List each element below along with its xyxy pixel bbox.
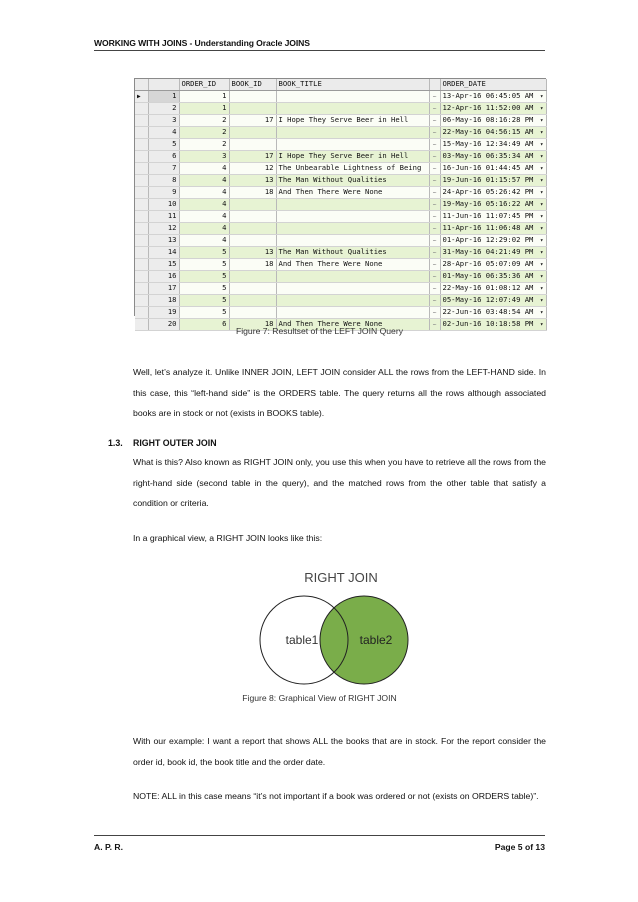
cell-order-date[interactable] bbox=[440, 246, 546, 258]
cell-more-button[interactable]: … bbox=[429, 162, 440, 174]
dropdown-arrow-icon[interactable]: ▾ bbox=[539, 272, 544, 280]
cell-book-title[interactable] bbox=[276, 234, 429, 246]
row-number-header bbox=[148, 79, 179, 90]
dropdown-arrow-icon[interactable]: ▾ bbox=[539, 176, 544, 184]
figure-7-caption: Figure 7: Resultset of the LEFT JOIN Query bbox=[235, 326, 403, 336]
row-number[interactable]: 5 bbox=[148, 138, 179, 150]
cell-more-button[interactable]: … bbox=[429, 126, 440, 138]
cell-book-id[interactable] bbox=[229, 270, 276, 282]
cell-order-date[interactable] bbox=[440, 186, 546, 198]
column-header-book-id[interactable]: BOOK_ID bbox=[229, 79, 276, 90]
row-selector[interactable] bbox=[135, 294, 148, 306]
row-selector[interactable] bbox=[135, 114, 148, 126]
row-number[interactable]: 13 bbox=[148, 234, 179, 246]
footer-divider bbox=[94, 835, 545, 836]
cell-more-button[interactable]: … bbox=[429, 210, 440, 222]
cell-order-id[interactable]: 4 bbox=[179, 174, 229, 186]
footer-author: A. P. R. bbox=[94, 842, 123, 852]
cell-order-id[interactable]: 4 bbox=[179, 210, 229, 222]
cell-more-button[interactable]: … bbox=[429, 318, 440, 330]
row-selector[interactable] bbox=[135, 162, 148, 174]
column-header-spacer bbox=[429, 79, 440, 90]
order-date-text: 03-May-16 06:35:34 AM bbox=[442, 150, 534, 160]
cell-more-button[interactable]: … bbox=[429, 150, 440, 162]
row-number[interactable]: 9 bbox=[148, 186, 179, 198]
paragraph-note: NOTE: ALL in this case means “it’s not important if a book was ordered or not (exists on ORDERS table)”. bbox=[133, 791, 539, 801]
row-number[interactable]: 10 bbox=[148, 198, 179, 210]
cell-book-id[interactable] bbox=[229, 102, 276, 114]
cell-book-id[interactable] bbox=[229, 138, 276, 150]
cell-order-id[interactable]: 5 bbox=[179, 258, 229, 270]
row-number[interactable]: 7 bbox=[148, 162, 179, 174]
table-row[interactable] bbox=[135, 162, 546, 174]
cell-book-id[interactable] bbox=[229, 294, 276, 306]
cell-order-date[interactable] bbox=[440, 162, 546, 174]
cell-order-date[interactable] bbox=[440, 126, 546, 138]
cell-order-date[interactable] bbox=[440, 174, 546, 186]
cell-more-button[interactable]: … bbox=[429, 174, 440, 186]
column-header-order-id[interactable]: ORDER_ID bbox=[179, 79, 229, 90]
cell-book-title[interactable] bbox=[276, 222, 429, 234]
grid-body bbox=[135, 90, 546, 330]
cell-order-date[interactable] bbox=[440, 258, 546, 270]
order-date-text: 31-May-16 04:21:49 PM bbox=[442, 246, 534, 256]
dropdown-arrow-icon[interactable]: ▾ bbox=[539, 308, 544, 316]
order-date-text: 02-Jun-16 10:18:58 PM bbox=[442, 318, 534, 328]
table-row[interactable] bbox=[135, 270, 546, 282]
cell-more-button[interactable]: … bbox=[429, 114, 440, 126]
cell-order-id[interactable]: 2 bbox=[179, 114, 229, 126]
table-row[interactable] bbox=[135, 198, 546, 210]
row-selector[interactable] bbox=[135, 270, 148, 282]
cell-order-id[interactable]: 4 bbox=[179, 162, 229, 174]
cell-order-id[interactable]: 6 bbox=[179, 318, 229, 330]
cell-more-button[interactable]: … bbox=[429, 222, 440, 234]
dropdown-arrow-icon[interactable]: ▾ bbox=[539, 152, 544, 160]
venn-title: RIGHT JOIN bbox=[304, 570, 378, 585]
cell-order-id[interactable]: 4 bbox=[179, 186, 229, 198]
cell-book-title[interactable] bbox=[276, 270, 429, 282]
cell-more-button[interactable]: … bbox=[429, 198, 440, 210]
cell-book-title[interactable] bbox=[276, 282, 429, 294]
cell-more-button[interactable]: … bbox=[429, 90, 440, 102]
cell-order-date[interactable] bbox=[440, 282, 546, 294]
cell-book-id[interactable]: 13 bbox=[229, 174, 276, 186]
row-selector[interactable] bbox=[135, 186, 148, 198]
cell-book-title[interactable] bbox=[276, 198, 429, 210]
row-selector[interactable] bbox=[135, 138, 148, 150]
order-date-text: 05-May-16 12:07:49 AM bbox=[442, 294, 534, 304]
row-selector[interactable] bbox=[135, 306, 148, 318]
order-date-text: 22-May-16 01:08:12 AM bbox=[442, 282, 534, 292]
dropdown-arrow-icon[interactable]: ▾ bbox=[539, 164, 544, 172]
dropdown-arrow-icon[interactable]: ▾ bbox=[539, 224, 544, 232]
cell-order-id[interactable]: 5 bbox=[179, 246, 229, 258]
cell-order-id[interactable]: 5 bbox=[179, 294, 229, 306]
row-selector[interactable] bbox=[135, 258, 148, 270]
cell-book-id[interactable]: 17 bbox=[229, 150, 276, 162]
cell-book-title[interactable] bbox=[276, 126, 429, 138]
cell-order-id[interactable]: 1 bbox=[179, 102, 229, 114]
cell-book-title[interactable]: The Man Without Qualities bbox=[276, 246, 429, 258]
cell-more-button[interactable]: … bbox=[429, 246, 440, 258]
cell-order-date[interactable] bbox=[440, 294, 546, 306]
cell-more-button[interactable]: … bbox=[429, 186, 440, 198]
cell-book-title[interactable] bbox=[276, 138, 429, 150]
paragraph-left-join-analysis: Well, let’s analyze it. Unlike INNER JOIN, LEFT JOIN consider ALL the rows from the LEFT-HAND side. In this case, this “left-hand side” is the ORDERS table. The query returns all the rows although associated books are in stock or not (exists in BOOKS table). bbox=[133, 367, 546, 418]
cell-order-id[interactable]: 1 bbox=[179, 90, 229, 102]
row-selector[interactable] bbox=[135, 198, 148, 210]
cell-order-date[interactable] bbox=[440, 90, 546, 102]
cell-book-id[interactable] bbox=[229, 90, 276, 102]
cell-order-id[interactable]: 4 bbox=[179, 198, 229, 210]
section-number: 1.3. bbox=[108, 438, 123, 448]
row-number[interactable]: 14 bbox=[148, 246, 179, 258]
table-row[interactable] bbox=[135, 90, 546, 102]
order-date-text: 19-May-16 05:16:22 AM bbox=[442, 198, 534, 208]
dropdown-arrow-icon[interactable]: ▾ bbox=[539, 320, 544, 328]
dropdown-arrow-icon[interactable]: ▾ bbox=[539, 200, 544, 208]
row-selector[interactable] bbox=[135, 246, 148, 258]
cell-more-button[interactable]: … bbox=[429, 102, 440, 114]
cell-order-date[interactable] bbox=[440, 234, 546, 246]
table-row[interactable] bbox=[135, 282, 546, 294]
cell-order-id[interactable]: 5 bbox=[179, 282, 229, 294]
dropdown-arrow-icon[interactable]: ▾ bbox=[539, 188, 544, 196]
column-header-book-title[interactable]: BOOK_TITLE bbox=[276, 79, 429, 90]
cell-book-id[interactable]: 17 bbox=[229, 114, 276, 126]
row-selector[interactable] bbox=[135, 150, 148, 162]
row-number[interactable]: 8 bbox=[148, 174, 179, 186]
cell-book-title[interactable]: And Then There Were None bbox=[276, 318, 429, 330]
row-selector[interactable] bbox=[135, 102, 148, 114]
cell-more-button[interactable]: … bbox=[429, 270, 440, 282]
cell-book-title[interactable] bbox=[276, 210, 429, 222]
cell-order-date[interactable] bbox=[440, 138, 546, 150]
row-number[interactable]: 4 bbox=[148, 126, 179, 138]
row-selector[interactable] bbox=[135, 210, 148, 222]
cell-book-title[interactable] bbox=[276, 102, 429, 114]
figure-8-caption: Figure 8: Graphical View of RIGHT JOIN bbox=[242, 693, 397, 703]
cell-book-id[interactable]: 18 bbox=[229, 186, 276, 198]
row-number[interactable]: 16 bbox=[148, 270, 179, 282]
footer-page-number: Page 5 of 13 bbox=[494, 842, 545, 852]
cell-book-title[interactable] bbox=[276, 90, 429, 102]
row-number[interactable]: 15 bbox=[148, 258, 179, 270]
cell-book-id[interactable]: 18 bbox=[229, 258, 276, 270]
order-date-text: 15-May-16 12:34:49 AM bbox=[442, 138, 534, 148]
cell-book-id[interactable] bbox=[229, 126, 276, 138]
row-number[interactable]: 18 bbox=[148, 294, 179, 306]
order-date-text: 12-Apr-16 11:52:00 AM bbox=[442, 102, 534, 112]
row-selector-header bbox=[135, 79, 148, 90]
cell-more-button[interactable]: … bbox=[429, 258, 440, 270]
table-row[interactable] bbox=[135, 150, 546, 162]
cell-order-date[interactable] bbox=[440, 210, 546, 222]
dropdown-arrow-icon[interactable]: ▾ bbox=[539, 92, 544, 100]
dropdown-arrow-icon[interactable]: ▾ bbox=[539, 212, 544, 220]
order-date-text: 22-May-16 04:56:15 AM bbox=[442, 126, 534, 136]
dropdown-arrow-icon[interactable]: ▾ bbox=[539, 116, 544, 124]
cell-book-title[interactable]: And Then There Were None bbox=[276, 186, 429, 198]
cell-book-id[interactable]: 18 bbox=[229, 318, 276, 330]
order-date-text: 19-Jun-16 01:15:57 PM bbox=[442, 174, 534, 184]
cell-book-title[interactable] bbox=[276, 294, 429, 306]
paragraph-example-report: With our example: I want a report that shows ALL the books that are in stock. For the report consider the order id, book id, the book title and the order date. bbox=[133, 736, 546, 767]
order-date-text: 13-Apr-16 06:45:05 AM bbox=[442, 90, 534, 100]
table-row[interactable] bbox=[135, 234, 546, 246]
header-divider bbox=[94, 50, 545, 51]
dropdown-arrow-icon[interactable]: ▾ bbox=[539, 284, 544, 292]
order-date-text: 16-Jun-16 01:44:45 AM bbox=[442, 162, 534, 172]
cell-book-id[interactable] bbox=[229, 282, 276, 294]
cell-book-id[interactable] bbox=[229, 222, 276, 234]
row-number[interactable]: 1 bbox=[148, 90, 179, 102]
order-date-text: 28-Apr-16 05:07:09 AM bbox=[442, 258, 534, 268]
order-date-text: 24-Apr-16 05:26:42 PM bbox=[442, 186, 534, 196]
table-row[interactable] bbox=[135, 174, 546, 186]
order-date-text: 06-May-16 08:16:28 PM bbox=[442, 114, 534, 124]
dropdown-arrow-icon[interactable]: ▾ bbox=[539, 260, 544, 268]
table-row[interactable] bbox=[135, 102, 546, 114]
table-row[interactable] bbox=[135, 186, 546, 198]
cell-order-id[interactable]: 3 bbox=[179, 150, 229, 162]
column-header-order-date[interactable]: ORDER_DATE bbox=[440, 79, 546, 90]
cell-book-id[interactable] bbox=[229, 198, 276, 210]
table-row[interactable] bbox=[135, 222, 546, 234]
row-selector[interactable] bbox=[135, 126, 148, 138]
dropdown-arrow-icon[interactable]: ▾ bbox=[539, 140, 544, 148]
table-row[interactable] bbox=[135, 246, 546, 258]
dropdown-arrow-icon[interactable]: ▾ bbox=[539, 296, 544, 304]
venn-left-label: table1 bbox=[285, 633, 319, 647]
row-number[interactable]: 2 bbox=[148, 102, 179, 114]
paragraph-graphical-view: In a graphical view, a RIGHT JOIN looks like this: bbox=[133, 533, 323, 543]
cell-order-id[interactable]: 2 bbox=[179, 126, 229, 138]
cell-book-id[interactable] bbox=[229, 234, 276, 246]
table-row[interactable] bbox=[135, 138, 546, 150]
dropdown-arrow-icon[interactable]: ▾ bbox=[539, 236, 544, 244]
cell-more-button[interactable]: … bbox=[429, 138, 440, 150]
table-row[interactable] bbox=[135, 258, 546, 270]
row-selector[interactable] bbox=[135, 90, 148, 102]
row-number[interactable]: 12 bbox=[148, 222, 179, 234]
cell-order-date[interactable] bbox=[440, 270, 546, 282]
row-number[interactable]: 3 bbox=[148, 114, 179, 126]
table-row[interactable] bbox=[135, 294, 546, 306]
paragraph-right-join-definition: What is this? Also known as RIGHT JOIN only, you use this when you have to retrieve all the rows from the right-hand side (second table in the query), and the matched rows from the other table that satisfy a condition or criteria. bbox=[133, 457, 546, 508]
cell-book-id[interactable]: 13 bbox=[229, 246, 276, 258]
cell-order-date[interactable] bbox=[440, 198, 546, 210]
dropdown-arrow-icon[interactable]: ▾ bbox=[539, 248, 544, 256]
cell-more-button[interactable]: … bbox=[429, 306, 440, 318]
cell-order-id[interactable]: 2 bbox=[179, 138, 229, 150]
row-selector[interactable] bbox=[135, 234, 148, 246]
grid-header-row bbox=[135, 79, 546, 90]
table-row[interactable] bbox=[135, 210, 546, 222]
page-header: WORKING WITH JOINS - Understanding Oracle JOINS bbox=[94, 38, 310, 48]
table-row[interactable] bbox=[135, 306, 546, 318]
order-date-text: 11-Jun-16 11:07:45 PM bbox=[442, 210, 534, 220]
row-number[interactable]: 20 bbox=[148, 318, 179, 330]
cell-book-id[interactable] bbox=[229, 306, 276, 318]
cell-book-title[interactable]: The Man Without Qualities bbox=[276, 174, 429, 186]
cell-book-id[interactable]: 12 bbox=[229, 162, 276, 174]
cell-more-button[interactable]: … bbox=[429, 234, 440, 246]
cell-order-id[interactable]: 5 bbox=[179, 270, 229, 282]
dropdown-arrow-icon[interactable]: ▾ bbox=[539, 104, 544, 112]
cell-order-date[interactable] bbox=[440, 102, 546, 114]
dropdown-arrow-icon[interactable]: ▾ bbox=[539, 128, 544, 136]
order-date-text: 11-Apr-16 11:06:48 AM bbox=[442, 222, 534, 232]
cell-order-id[interactable]: 4 bbox=[179, 222, 229, 234]
row-selector[interactable] bbox=[135, 222, 148, 234]
cell-book-title[interactable]: I Hope They Serve Beer in Hell bbox=[276, 150, 429, 162]
cell-order-id[interactable]: 4 bbox=[179, 234, 229, 246]
row-number[interactable]: 19 bbox=[148, 306, 179, 318]
cell-order-date[interactable] bbox=[440, 222, 546, 234]
venn-right-label: table2 bbox=[359, 633, 393, 647]
venn-diagram bbox=[252, 590, 422, 690]
cell-more-button[interactable]: … bbox=[429, 294, 440, 306]
order-date-text: 01-May-16 06:35:36 AM bbox=[442, 270, 534, 280]
row-number[interactable]: 17 bbox=[148, 282, 179, 294]
cell-order-date[interactable] bbox=[440, 150, 546, 162]
row-number[interactable]: 6 bbox=[148, 150, 179, 162]
cell-book-title[interactable]: And Then There Were None bbox=[276, 258, 429, 270]
cell-book-id[interactable] bbox=[229, 210, 276, 222]
resultset-grid[interactable] bbox=[134, 78, 546, 329]
cell-book-title[interactable]: The Unbearable Lightness of Being bbox=[276, 162, 429, 174]
cell-book-title[interactable] bbox=[276, 306, 429, 318]
current-row-arrow-icon: ▶ bbox=[137, 92, 141, 100]
order-date-text: 22-Jun-16 03:48:54 AM bbox=[442, 306, 534, 316]
table-row[interactable] bbox=[135, 114, 546, 126]
cell-more-button[interactable]: … bbox=[429, 282, 440, 294]
section-title: RIGHT OUTER JOIN bbox=[133, 438, 217, 448]
row-number[interactable]: 11 bbox=[148, 210, 179, 222]
cell-book-title[interactable]: I Hope They Serve Beer in Hell bbox=[276, 114, 429, 126]
row-selector[interactable] bbox=[135, 174, 148, 186]
table-row[interactable] bbox=[135, 126, 546, 138]
cell-order-date[interactable] bbox=[440, 114, 546, 126]
cell-order-id[interactable]: 5 bbox=[179, 306, 229, 318]
cell-order-date[interactable] bbox=[440, 306, 546, 318]
row-selector[interactable] bbox=[135, 282, 148, 294]
order-date-text: 01-Apr-16 12:29:02 PM bbox=[442, 234, 534, 244]
